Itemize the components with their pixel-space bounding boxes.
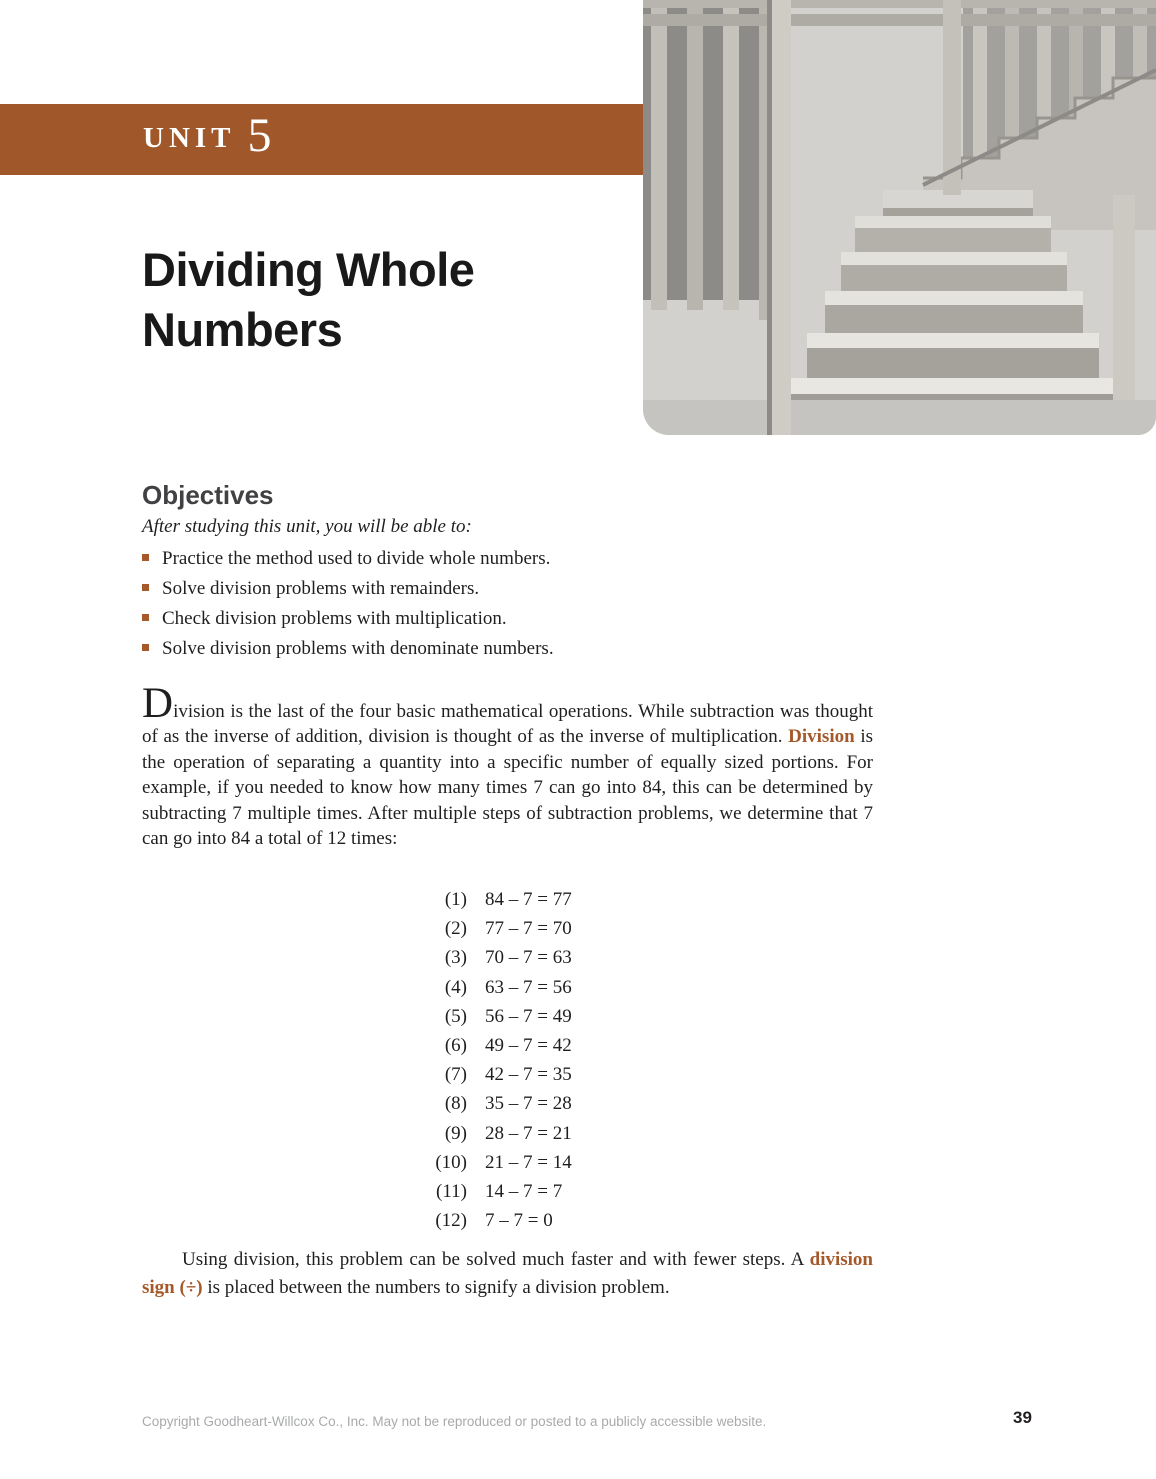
equation-number: (3) [444, 947, 467, 969]
equation-row [142, 885, 873, 914]
equation-text: 14 – 7 = 7 [485, 1181, 563, 1203]
equation-number: (10) [435, 1151, 467, 1173]
equation-text: 35 – 7 = 28 [485, 1093, 572, 1115]
unit-banner [0, 104, 643, 175]
equation-number: (6) [444, 1035, 467, 1057]
objective-item [142, 576, 554, 601]
equation-text: 77 – 7 = 70 [485, 918, 572, 940]
page-title-line1: Dividing Whole [142, 243, 475, 296]
objective-item [142, 546, 554, 571]
objective-item [142, 636, 554, 661]
closing-part2: is placed between the numbers to signify a division problem. [202, 1277, 670, 1298]
dropcap: D [142, 680, 174, 727]
page-title-line2: Numbers [142, 303, 343, 356]
staircase-illustration [643, 0, 1156, 435]
equation-row [142, 973, 873, 1002]
equation-number: (9) [444, 1122, 467, 1144]
construction-staircase-photo [643, 0, 1156, 435]
bullet-square-icon [142, 584, 149, 591]
objective-text: Solve division problems with denominate numbers. [162, 638, 554, 659]
equation-row [142, 1002, 873, 1031]
unit-banner-text [143, 108, 272, 163]
subtraction-steps [142, 885, 873, 1235]
copyright-notice: Copyright Goodheart-Willcox Co., Inc. May not be reproduced or posted to a publicly accessible website. [142, 1414, 767, 1429]
equation-row [142, 1031, 873, 1060]
equation-row [142, 1089, 873, 1118]
equation-number: (1) [444, 889, 467, 910]
equation-row [142, 1060, 873, 1089]
equation-number: (4) [444, 976, 467, 998]
equation-row [142, 1148, 873, 1177]
equation-text: 63 – 7 = 56 [485, 976, 572, 998]
closing-paragraph [142, 1246, 873, 1302]
equation-text: 84 – 7 = 77 [485, 889, 572, 910]
objectives-intro: After studying this unit, you will be able to: [142, 516, 472, 537]
lead-part2: is the operation of separating a quantity into a specific number of equally sized portions. For example, if you needed to know how many times 7 can go into 84, this can be determined by subtracting 7 multiple times. After multiple steps of subtraction problems, we determine that 7 can go into 84 a total of 12 times: [142, 726, 873, 850]
objective-text: Practice the method used to divide whole numbers. [162, 548, 551, 569]
term-division-sign: division sign (÷) [142, 1249, 873, 1298]
bullet-square-icon [142, 644, 149, 651]
equation-row [142, 1177, 873, 1206]
equation-text: 21 – 7 = 14 [485, 1151, 572, 1173]
equation-row [142, 1206, 873, 1235]
bullet-square-icon [142, 614, 149, 621]
objectives-list [142, 546, 554, 666]
equation-text: 7 – 7 = 0 [485, 1210, 553, 1232]
unit-label: UNIT [143, 122, 236, 154]
equation-number: (2) [444, 918, 467, 940]
equation-text: 28 – 7 = 21 [485, 1122, 572, 1144]
page-number: 39 [1013, 1408, 1032, 1427]
equation-text: 56 – 7 = 49 [485, 1005, 572, 1027]
equation-number: (5) [444, 1005, 467, 1027]
unit-number: 5 [247, 109, 272, 162]
objective-item [142, 606, 554, 631]
page-title [142, 240, 474, 360]
bullet-square-icon [142, 554, 149, 561]
closing-part1: Using division, this problem can be solved much faster and with fewer steps. A [182, 1249, 810, 1270]
lead-paragraph [142, 680, 873, 851]
equation-row [142, 1119, 873, 1148]
objective-text: Check division problems with multiplication. [162, 608, 507, 629]
objective-text: Solve division problems with remainders. [162, 578, 480, 599]
equation-number: (7) [444, 1064, 467, 1086]
equation-row [142, 914, 873, 943]
objectives-heading: Objectives [142, 480, 274, 510]
equation-text: 49 – 7 = 42 [485, 1035, 572, 1057]
term-division: Division [788, 726, 855, 748]
equation-row [142, 943, 873, 972]
equation-number: (11) [436, 1181, 467, 1203]
equation-number: (8) [444, 1093, 467, 1115]
equation-text: 70 – 7 = 63 [485, 947, 572, 969]
lead-part1: ivision is the last of the four basic mathematical operations. While subtraction was thought of as the inverse of addition, division is thought of as the inverse of multiplication. [142, 701, 873, 748]
equation-number: (12) [435, 1210, 467, 1232]
equation-text: 42 – 7 = 35 [485, 1064, 572, 1086]
